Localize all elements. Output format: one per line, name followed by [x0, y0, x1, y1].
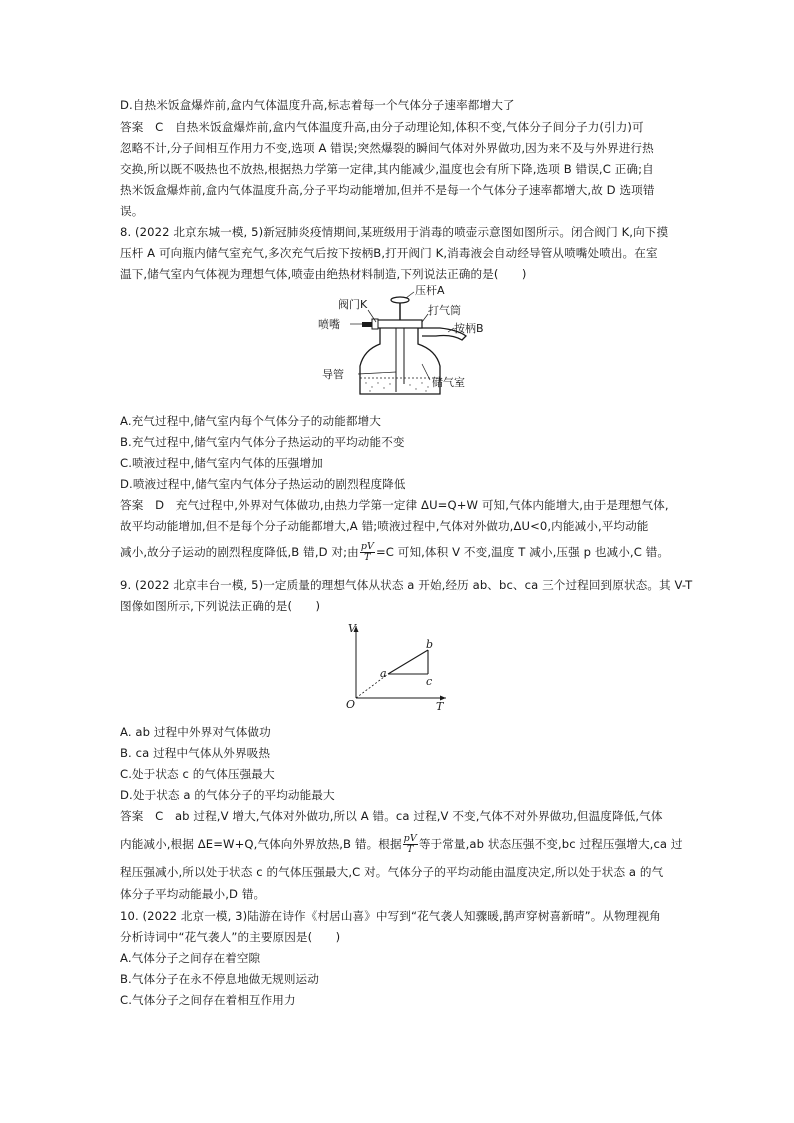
option-8b: B.充气过程中,储气室内气体分子热运动的平均动能不变	[120, 435, 405, 449]
option-10a: A.气体分子之间存在着空隙	[120, 951, 261, 965]
question-10-stem: 10. (2022 北京一模, 3)陆游在诗作《村居山喜》中写到“花气袭人知骤暖,鹊声穿树喜新晴”。从物理视角	[120, 909, 661, 923]
question-10-stem: 分析诗词中“花气袭人”的主要原因是( )	[120, 930, 341, 944]
text-segment: 内能减小,根据 ΔE=W+Q,气体向外界放热,B 错。根据	[120, 837, 402, 851]
question-8-stem: 温下,储气室内气体视为理想气体,喷壶由绝热材料制造,下列说法正确的是( )	[120, 267, 527, 281]
option-10c: C.气体分子之间存在着相互作用力	[120, 993, 296, 1007]
text-line: 交换,所以既不吸热也不放热,根据热力学第一定律,其内能减少,温度也会有所下降,选项 B 错误,C 正确;自	[120, 162, 654, 176]
label-tube: 导管	[322, 368, 344, 381]
option-9a: A. ab 过程中外界对气体做功	[120, 725, 271, 739]
question-9-stem: 图像如图所示,下列说法正确的是( )	[120, 599, 321, 613]
answer-8: 答案 D 充气过程中,外界对气体做功,由热力学第一定律 ΔU=Q+W 可知,气体内能增大,由于是理想气体,	[120, 498, 669, 512]
option-10b: B.气体分子在永不停息地做无规则运动	[120, 972, 319, 986]
fraction-numerator: pV	[403, 833, 417, 844]
fraction-denominator: T	[364, 552, 371, 563]
answer-9: 答案 C ab 过程,V 增大,气体对外做功,所以 A 错。ca 过程,V 不变,气体不对外界做功,但温度降低,气体	[120, 809, 663, 823]
option-9d: D.处于状态 a 的气体分子的平均动能最大	[120, 788, 335, 802]
fraction-denominator: T	[407, 844, 414, 855]
axis-label-v: V	[348, 622, 356, 635]
answer-8	[120, 542, 669, 563]
text-line: 热米饭盒爆炸前,盒内气体温度升高,分子平均动能增加,但并不是每一个气体分子速率都增大,故 D 选项错	[120, 183, 655, 197]
option-8c: C.喷液过程中,储气室内气体的压强增加	[120, 456, 323, 470]
question-8-stem: 压杆 A 可向瓶内储气室充气,多次充气后按下按柄B,打开阀门 K,消毒液会自动经导管从喷嘴处喷出。在室	[120, 246, 658, 260]
text-line: 答案 C 自热米饭盒爆炸前,盒内气体温度升高,由分子动理论知,体积不变,气体分子间分子力(引力)可	[120, 120, 644, 134]
option-8d: D.喷液过程中,储气室内气体分子热运动的剧烈程度降低	[120, 477, 406, 491]
fraction-numerator: pV	[360, 541, 374, 552]
option-9c: C.处于状态 c 的气体压强最大	[120, 767, 275, 781]
spray-bottle-figure	[318, 284, 498, 396]
answer-9	[120, 834, 683, 855]
label-nozzle: 喷嘴	[318, 318, 340, 331]
question-9-stem: 9. (2022 北京丰台一模, 5)一定质量的理想气体从状态 a 开始,经历 ab、bc、ca 三个过程回到原状态。其 V-T	[120, 578, 693, 592]
origin-label: O	[346, 698, 356, 711]
fraction-pv-over-t	[360, 542, 375, 563]
text-segment: =C 可知,体积 V 不变,温度 T 减小,压强 p 也减小,C 错。	[375, 545, 670, 559]
text-line: D.自热米饭盒爆炸前,盒内气体温度升高,标志着每一个气体分子速率都增大了	[120, 98, 515, 112]
text-line: 误。	[120, 204, 144, 218]
axis-label-t: T	[436, 700, 444, 712]
text-line: 忽略不计,分子间相互作用力不变,选项 A 错误;突然爆裂的瞬间气体对外界做功,因为来不及与外界进行热	[120, 141, 654, 155]
answer-9: 程压强减小,所以处于状态 c 的气体压强最大,C 对。气体分子的平均动能由温度决定,所以处于状态 a 的气	[120, 865, 664, 879]
option-8a: A.充气过程中,储气室内每个气体分子的动能都增大	[120, 414, 381, 428]
label-chamber: 储气室	[432, 376, 465, 389]
vt-graph-figure	[342, 620, 452, 712]
text-segment: 等于常量,ab 状态压强不变,bc 过程压强增大,ca 过	[418, 837, 683, 851]
answer-9: 体分子平均动能最小,D 错。	[120, 887, 266, 901]
process-ab	[388, 650, 428, 674]
point-label-b: b	[426, 638, 434, 651]
label-handle: 按柄B	[454, 322, 484, 335]
question-8-stem: 8. (2022 北京东城一模, 5)新冠肺炎疫情期间,某班级用于消毒的喷壶示意图如图所示。闭合阀门 K,向下摸	[120, 225, 669, 239]
label-press-rod: 压杆A	[415, 284, 445, 297]
label-pump: 打气筒	[428, 304, 461, 317]
point-label-c: c	[426, 675, 433, 688]
label-valve: 阀门K	[338, 298, 368, 311]
answer-8: 故平均动能增加,但不是每个分子动能都增大,A 错;喷液过程中,气体对外做功,ΔU<0,内能减小,平均动能	[120, 519, 649, 533]
point-label-a: a	[380, 667, 387, 680]
option-9b: B. ca 过程中气体从外界吸热	[120, 746, 271, 760]
fraction-pv-over-t	[403, 834, 418, 855]
text-segment: 减小,故分子运动的剧烈程度降低,B 错,D 对;由	[120, 545, 359, 559]
